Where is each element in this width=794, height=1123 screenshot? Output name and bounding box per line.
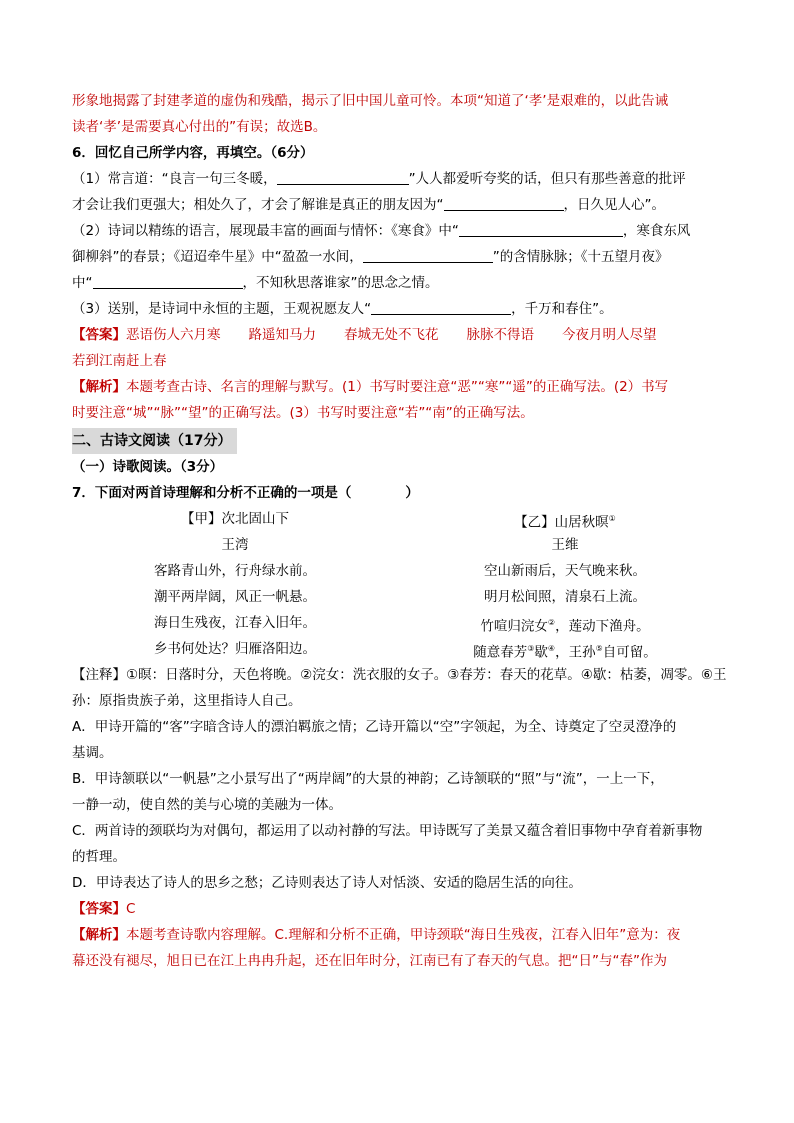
q6-text: 才会让我们更强大；相处久了，才会了解谁是真正的朋友因为“ — [72, 197, 444, 213]
poem-title-text: 【乙】山居秋暝 — [514, 514, 609, 531]
option-c-line-2: 的哲理。 — [72, 849, 126, 865]
poem-text: ，莲动下渔舟。 — [555, 618, 650, 635]
answer-item: 脉脉不得语 — [466, 327, 534, 343]
poem-line: 明月松间照，清泉石上流。 — [484, 589, 646, 605]
q6-text: （2）诗词以精练的语言，展现最丰富的画面与情怀：《寒食》中“ — [72, 223, 459, 239]
q6-text: ”人人都爱听夸奖的话，但只有那些善意的批评 — [408, 171, 686, 187]
poems-block — [72, 506, 724, 662]
q6-item-2-line-1 — [72, 218, 724, 244]
fill-blank[interactable] — [444, 195, 564, 211]
q6-item-1-line-1 — [72, 166, 724, 192]
answer-item: 春城无处不飞花 — [344, 327, 439, 343]
q7-analysis-line-1 — [72, 922, 724, 948]
poem-title — [402, 506, 728, 532]
q6-text: ，日久见人心”。 — [563, 197, 665, 213]
intro-line-1: 形象地揭露了封建孝道的虚伪和残酷，揭示了旧中国儿童可怜。本项“知道了‘孝’是艰难的，以此告诫 — [72, 93, 669, 109]
fill-blank[interactable] — [459, 221, 623, 237]
note-mark: ② — [547, 618, 556, 627]
subsection-title: （一）诗歌阅读。（3分） — [72, 459, 224, 475]
q6-text: （3）送别，是诗词中永恒的主题，王观祝愿友人“ — [72, 301, 372, 317]
note-mark: ④ — [547, 644, 556, 653]
q6-analysis-line-2: 时要注意“城”“脉”“望”的正确写法。(3）书写时要注意“若”“南”的正确写法。 — [72, 405, 534, 421]
option-a-line-2: 基调。 — [72, 745, 113, 761]
poem-line — [402, 610, 728, 636]
poem-line: 海日生残夜，江春入旧年。 — [154, 615, 316, 631]
document-page — [72, 88, 727, 974]
q6-text: ”的含情脉脉；《十五望月夜》 — [492, 249, 669, 265]
analysis-label: 【解析】 — [72, 379, 126, 395]
poem-text: ，王孙 — [555, 644, 596, 661]
analysis-label: 【解析】 — [72, 927, 126, 943]
poem-title: 【甲】次北固山下 — [181, 511, 289, 527]
poem-text: 自可留。 — [602, 644, 657, 661]
q6-item-2-line-2 — [72, 244, 724, 270]
q6-answer-line-2: 若到江南赶上春 — [72, 353, 167, 369]
note-mark: ⑤ — [595, 644, 603, 653]
q6-text: （1）常言道：“良言一句三冬暖， — [72, 171, 277, 187]
q6-item-3 — [72, 296, 724, 322]
q6-answer-line-1 — [72, 322, 724, 348]
fill-blank[interactable] — [363, 247, 493, 263]
note-mark: ③ — [527, 644, 535, 653]
analysis-text: 本题考查古诗、名言的理解与默写。(1）书写时要注意“恶”“寒”“遥”的正确写法。(2）书写 — [126, 379, 669, 395]
section-2-title: 二、古诗文阅读（17分） — [72, 428, 237, 454]
poem-line — [402, 636, 728, 662]
poem-text: 随意春芳 — [473, 644, 528, 661]
answer-label: 【答案】 — [72, 901, 126, 917]
answer-label: 【答案】 — [72, 327, 126, 343]
option-b-line-1: B．甲诗颔联以“一帆悬”之小景写出了“两岸阔”的大景的神韵；乙诗颔联的“照”与“流”，一上一下， — [72, 771, 664, 787]
note-mark: ① — [608, 514, 616, 523]
answer-item: 路遥知马力 — [248, 327, 316, 343]
q7-answer — [72, 896, 724, 922]
poem-line: 乡书何处达？归雁洛阳边。 — [154, 641, 316, 657]
answer-item: 今夜月明人尽望 — [562, 327, 657, 343]
question-6-title: 6．回忆自己所学内容，再填空。（6分） — [72, 145, 314, 161]
poem-text: 歇 — [534, 644, 548, 661]
q6-item-2-line-3 — [72, 270, 724, 296]
q6-text: 中“ — [72, 275, 93, 291]
question-7-title: 7．下面对两首诗理解和分析不正确的一项是（ ） — [72, 485, 419, 501]
q6-analysis-line-1 — [72, 374, 724, 400]
section-2-heading-row — [72, 428, 724, 454]
q6-text: ，千万和春住”。 — [511, 301, 613, 317]
poem-line: 客路青山外，行舟绿水前。 — [154, 563, 316, 579]
poem-yi — [402, 506, 728, 662]
fill-blank[interactable] — [93, 273, 243, 289]
fill-blank[interactable] — [277, 169, 409, 185]
q6-item-1-line-2 — [72, 192, 724, 218]
option-d: D．甲诗表达了诗人的思乡之愁；乙诗则表达了诗人对恬淡、安适的隐居生活的向往。 — [72, 875, 582, 891]
poem-line: 空山新雨后，天气晚来秋。 — [484, 563, 646, 579]
notes-line-2: 孙：原指贵族子弟，这里指诗人自己。 — [72, 693, 302, 709]
q7-analysis-line-2: 幕还没有褪尽，旭日已在江上冉冉升起，还在旧年时分，江南已有了春天的气息。把“日”与“春”作为 — [72, 953, 667, 969]
q6-text: ，不知秋思落谁家”的思念之情。 — [242, 275, 439, 291]
fill-blank[interactable] — [371, 299, 511, 315]
poem-author: 王维 — [551, 537, 579, 553]
option-a-line-1: A．甲诗开篇的“客”字暗含诗人的漂泊羁旅之情；乙诗开篇以“空”字领起，为全、诗奠定了空灵澄净的 — [72, 719, 677, 735]
q6-text: ，寒食东风 — [622, 223, 691, 239]
intro-line-2: 读者‘孝’是需要真心付出的”有误；故选B。 — [72, 119, 327, 135]
option-b-line-2: 一静一动，使自然的美与心境的美融为一体。 — [72, 797, 342, 813]
answer-item: 恶语伤人六月寒 — [126, 327, 221, 343]
option-c-line-1: C．两首诗的颈联均为对偶句，都运用了以动衬静的写法。甲诗既写了美景又蕴含着旧事物中孕育着新事物 — [72, 823, 703, 839]
q6-text: 御柳斜”的春景；《迢迢牵牛星》中“盈盈一水间， — [72, 249, 363, 265]
poem-author: 王湾 — [221, 537, 249, 553]
poem-text: 竹喧归浣女 — [480, 618, 548, 635]
analysis-text: 本题考查诗歌内容理解。C.理解和分析不正确，甲诗颈联“海日生残夜，江春入旧年”意为：夜 — [126, 927, 681, 943]
answer-value: C — [126, 901, 136, 917]
notes-line-1: 【注释】①暝：日落时分，天色将晚。②浣女：洗衣服的女子。③春芳：春天的花草。④歇：枯萎，凋零。⑥王 — [72, 667, 727, 683]
poem-line: 潮平两岸阔，风正一帆悬。 — [154, 589, 316, 605]
poem-jia — [72, 506, 398, 662]
